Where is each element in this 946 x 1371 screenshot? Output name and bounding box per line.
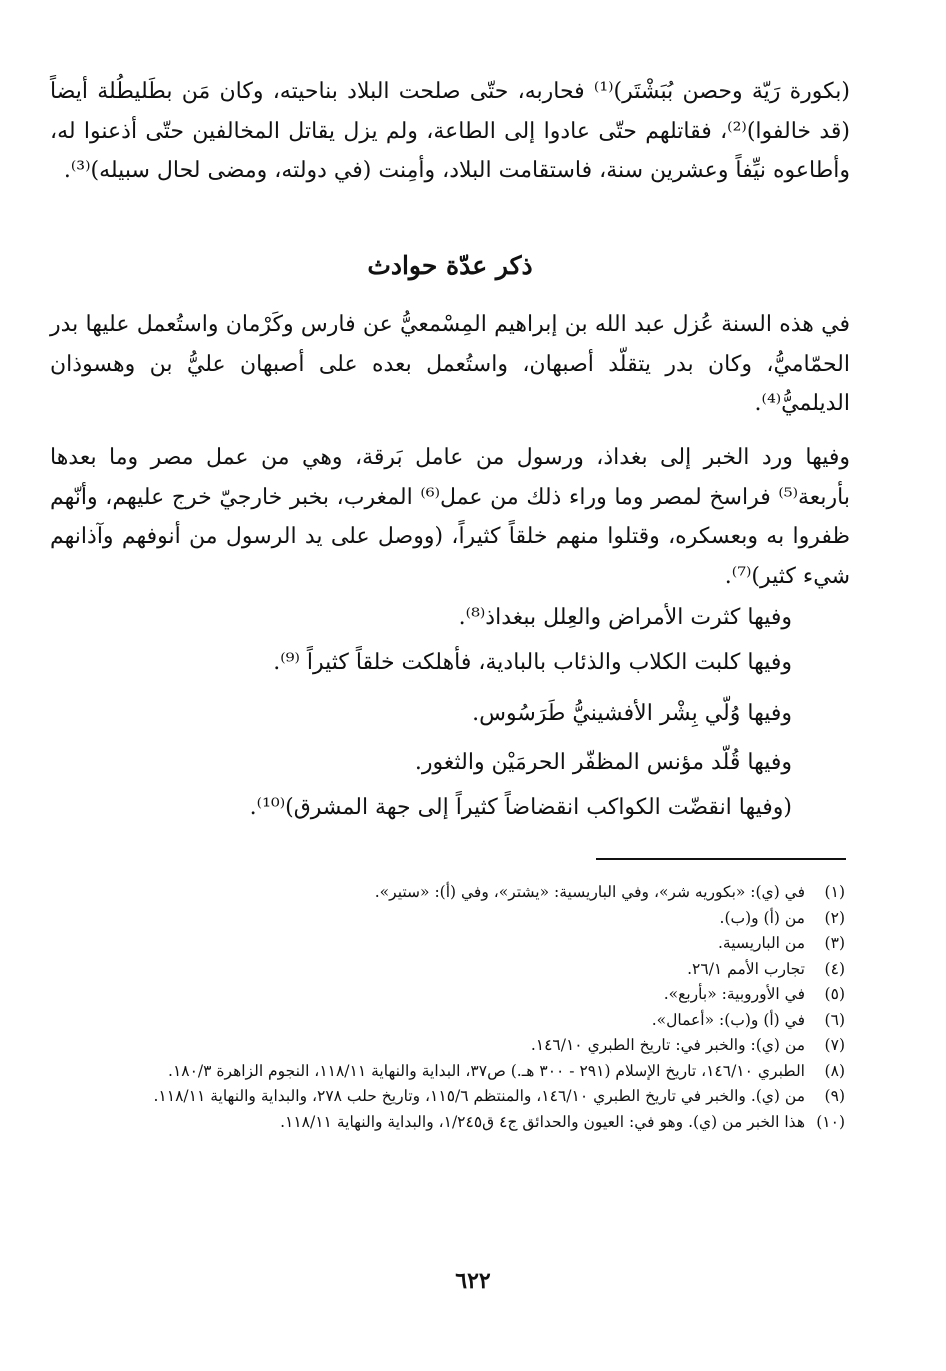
footnote	[50, 880, 845, 905]
footnote	[50, 982, 845, 1007]
footnote-number: (٥)	[824, 985, 845, 1003]
footnote	[50, 1110, 845, 1135]
footnote-number: (٣)	[824, 934, 845, 952]
footnotes-list	[50, 880, 845, 1135]
footnote-number: (٢)	[824, 908, 845, 927]
section-heading: ذكر عدّة حوادث	[367, 251, 533, 280]
footnote	[50, 957, 845, 982]
event-line-1: وفيها كثرت الأمراض والعِلل ببغداذ⁽⁸⁾.	[458, 605, 792, 630]
event-line-2: وفيها كلبت الكلاب والذئاب بالبادية، فأهلكت خلقاً كثيراً ⁽⁹⁾.	[273, 650, 792, 675]
footnote-number: (١٠)	[816, 1112, 845, 1131]
footnote-text: من (أ) و(ب).	[719, 908, 805, 927]
footnote-text: هذا الخبر من (ي). وهو في: العيون والحدائق ج٤ ق١/٢٤٥، والبداية والنهاية ١١٨/١١.	[280, 1112, 805, 1131]
footnote	[50, 1059, 845, 1084]
footnote	[50, 931, 845, 956]
footnote-number: (٧)	[824, 1036, 845, 1054]
footnote-text: من الباريسية.	[718, 934, 805, 952]
footnote-text: الطبري ١٤٦/١٠، تاريخ الإسلام (٢٩١ - ٣٠٠ هـ.) ص٣٧، البداية والنهاية ١١٨/١١، النجوم الزاهرة ١٨٠/٣.	[168, 1061, 805, 1080]
footnote	[50, 1033, 845, 1058]
footnote-number: (٤)	[824, 959, 845, 978]
footnote-text: تجارب الأمم ٢٦/١.	[687, 959, 805, 978]
footnote	[50, 906, 845, 931]
event-line-5: (وفيها انقضّت الكواكب انقضاضاً كثيراً إلى جهة المشرق)⁽¹⁰⁾.	[249, 795, 792, 820]
footnote-divider	[596, 858, 846, 860]
footnote-text: من (ي). والخبر في تاريخ الطبري ١٤٦/١٠، والمنتظم ١١٥/٦، وتاريخ حلب ٢٧٨، والبداية والنهاية ١١٨/١١.	[153, 1087, 805, 1105]
footnote-text: في (أ) و(ب): «أعمال».	[651, 1010, 805, 1029]
footnote-number: (٦)	[824, 1010, 845, 1029]
event-line-4: وفيها قُلّد مؤنس المظفّر الحرمَيْن والثغور.	[414, 750, 792, 775]
footnote-text: في (ي): «بكوريه شر»، وفي الباريسية: «يشتر»، وفي (أ): «ستير».	[374, 883, 805, 901]
paragraph-3: وفيها ورد الخبر إلى بغداذ، ورسول من عامل بَرقة، وهي من عمل مصر وما بعدها بأربعة⁽⁵⁾ فراسخ لمصر وما وراء ذلك من عمل⁽⁶⁾ المغرب، بخبر خارجيّ خرج عليهم، وأنّهم ظفروا به وبعسكره، وقتلوا منهم خلقاً كثيراً، (ووصل على يد الرسول من أنوفهم وآذانهم شيء كثير)⁽⁷⁾.	[50, 445, 850, 589]
footnote-number: (٩)	[824, 1087, 845, 1105]
paragraph-2: في هذه السنة عُزل عبد الله بن إبراهيم المِسْمعيُّ عن فارس وكَرْمان واستُعمل عليها بدر الحمّاميُّ، وكان بدر يتقلّد أصبهان، واستُعمل بعده على أصبهان عليُّ بن وهسوذان الديلميُّ⁽⁴⁾.	[50, 312, 851, 416]
footnote	[50, 1008, 845, 1033]
page-number: ٦٢٢	[455, 1268, 491, 1294]
footnote-number: (١)	[824, 883, 845, 901]
event-line-3: وفيها وُلّي بِشْر الأفشينيُّ طَرَسُوس.	[472, 701, 792, 726]
footnote-text: من (ي): والخبر في: تاريخ الطبري ١٤٦/١٠.	[530, 1036, 805, 1054]
paragraph-1: (بكورة رَيّة وحصن بُبَشْتَر)⁽¹⁾ فحاربه، حتّى صلحت البلاد بناحيته، وكان مَن بطَليطُلة أيضاً (قد خالفوا)⁽²⁾، فقاتلهم حتّى عادوا إلى الطاعة، ولم يزل يقاتل المخالفين حتّى أذعنوا له، وأطاعوه نيِّفاً وعشرين سنة، فاستقامت البلاد، وأمِنت (في دولته، ومضى لحال سبيله)⁽³⁾.	[50, 79, 850, 183]
footnote-text: في الأوروبية: «بأربع».	[663, 985, 805, 1003]
footnote-number: (٨)	[824, 1061, 845, 1080]
footnote	[50, 1084, 845, 1109]
